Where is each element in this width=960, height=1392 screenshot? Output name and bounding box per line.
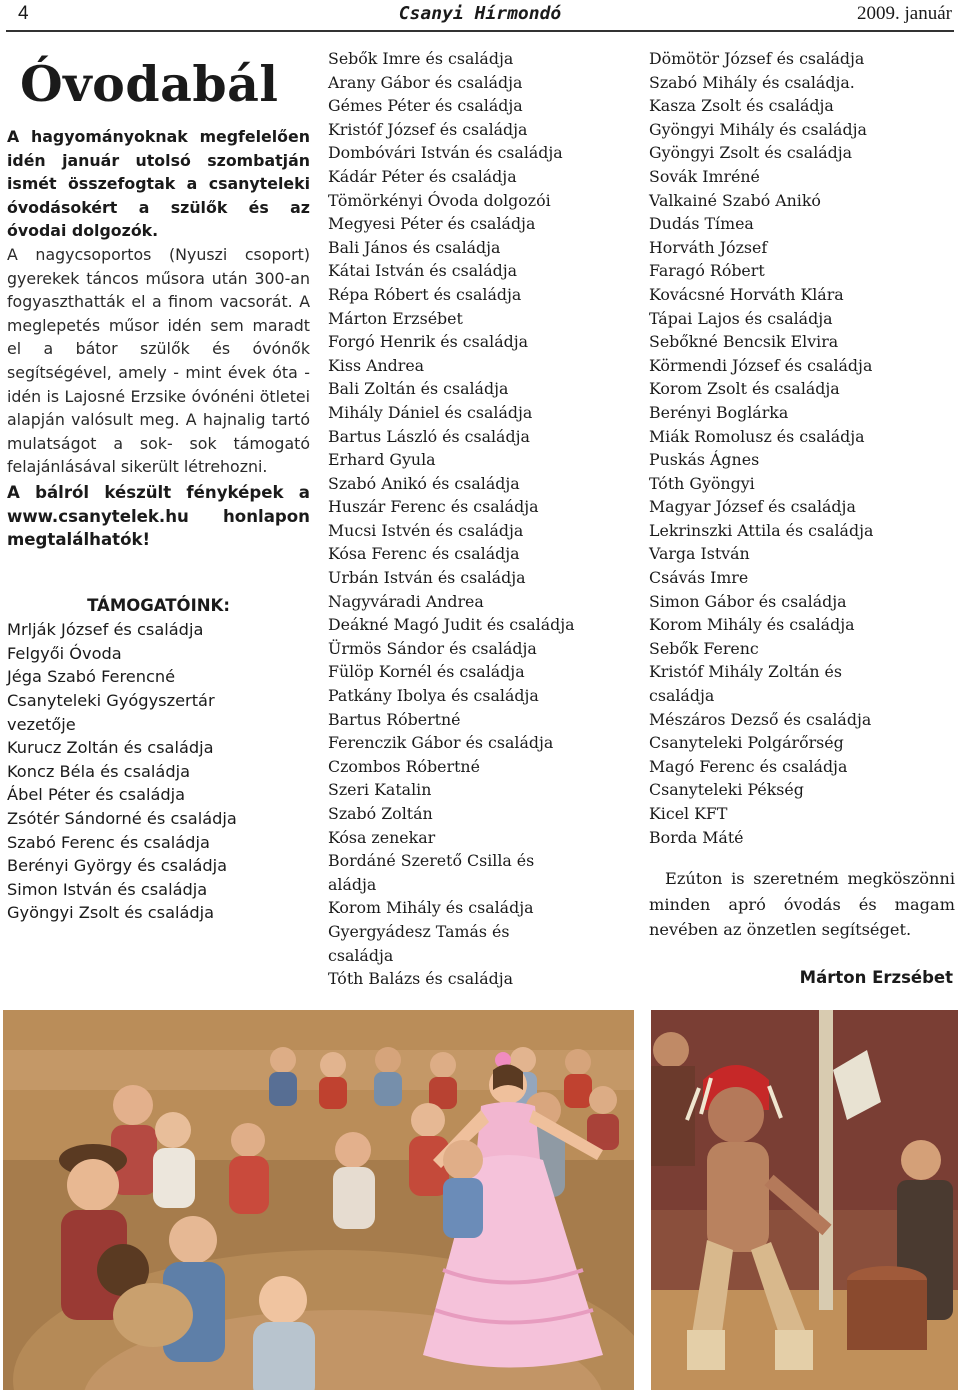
supporter-name: Simon Gábor és családja <box>649 591 847 611</box>
supporter-name: Megyesi Péter és családja <box>328 214 536 234</box>
supporter-name: Felgyői Óvoda <box>7 643 122 663</box>
supporters-list-3 <box>649 47 949 849</box>
supporter-name: Berényi György és családja <box>7 856 228 876</box>
supporter-name: Mrlják József és családja <box>7 620 204 640</box>
supporter-name: Korom Mihály és családja <box>649 615 855 635</box>
supporter-name: Körmendi József és családja <box>649 355 873 375</box>
supporter-name: Kátai István és családja <box>328 261 518 281</box>
article-intro: A hagyományoknak megfelelően idén január utolsó szombatján ismét összefogtak a csanyteleki óvodásokért a szülők és az óvodai dolgozók. <box>7 127 310 241</box>
supporter-name: Simon István és családja <box>7 879 208 899</box>
supporter-name: vezetője <box>7 714 76 734</box>
supporter-name: Kristóf József és családja <box>328 119 528 139</box>
supporter-name: Gyöngyi Mihály és családja <box>649 119 867 139</box>
supporter-name: Kasza Zsolt és családja <box>649 96 834 116</box>
supporter-name: Korom Zsolt és családja <box>649 379 840 399</box>
supporter-name: Miák Romolusz és családja <box>649 426 865 446</box>
supporter-name: Fülöp Kornél és családja <box>328 662 525 682</box>
supporter-name: Kiss Andrea <box>328 355 425 375</box>
supporter-name: Kósa Ferenc és családja <box>328 544 520 564</box>
supporter-name: Deákné Magó Judit és családja <box>328 615 575 635</box>
supporter-name: Gyergyádesz Tamás és <box>328 921 510 941</box>
supporter-name: Tóth Balázs és családja <box>328 969 514 989</box>
supporter-name: Horváth József <box>649 237 768 257</box>
page-header <box>0 0 960 30</box>
supporter-name: Ábel Péter és családja <box>7 785 186 805</box>
supporter-name: Arany Gábor és családja <box>328 72 523 92</box>
supporter-name: Mihály Dániel és családja <box>328 402 533 422</box>
supporter-name: Lekrinszki Attila és családja <box>649 520 874 540</box>
supporter-name: Magó Ferenc és családja <box>649 756 848 776</box>
supporter-name: Kovácsné Horváth Klára <box>649 284 844 304</box>
supporter-name: Tóth Gyöngyi <box>649 473 755 493</box>
supporter-name: Sebőkné Bencsik Elvira <box>649 332 839 352</box>
supporter-name: Puskás Ágnes <box>649 450 760 470</box>
supporter-name: Koncz Béla és családja <box>7 761 191 781</box>
supporter-name: Erhard Gyula <box>328 450 436 470</box>
supporter-name: Huszár Ferenc és családja <box>328 497 539 517</box>
issue-date: 2009. január <box>857 3 952 24</box>
supporter-name: Forgó Henrik és családja <box>328 332 529 352</box>
supporters-title: TÁMOGATÓINK: <box>87 595 230 615</box>
supporter-name: Sebők Ferenc <box>649 638 759 658</box>
supporter-name: Bali János és családja <box>328 237 501 257</box>
supporter-name: Borda Máté <box>649 827 744 847</box>
supporter-name: Varga István <box>649 544 750 564</box>
signature: Márton Erzsébet <box>799 968 953 987</box>
supporter-name: Bartus László és családja <box>328 426 530 446</box>
supporter-name: Bali Zoltán és családja <box>328 379 509 399</box>
article-body: A nagycsoportos (Nyuszi csoport) gyerekek táncos műsora után 300-an fogyaszthatták el a finom vacsorát. A meglepetés műsor idén sem maradt el a bátor szülők és óvónők segítségével, amely - mint évek óta - idén is Lajosné Erzsike óvónéni ötletei alapján valósult meg. A hajnalig tartó mulatságot a sok- sok támogató felajánlásával sikerült létrehozni. <box>7 244 310 477</box>
supporter-name: Mucsi Istvén és családja <box>328 520 524 540</box>
supporter-name: Csávás Imre <box>649 568 749 588</box>
supporter-name: Urbán István és családja <box>328 568 526 588</box>
photo-children-dancing <box>3 1010 634 1390</box>
supporter-name: Valkainé Szabó Anikó <box>649 190 821 210</box>
supporter-name: Kristóf Mihály Zoltán és <box>649 662 843 682</box>
supporter-name: Magyar József és családja <box>649 497 856 517</box>
supporter-name: Gyöngyi Zsolt és családja <box>649 143 853 163</box>
supporter-name: Bordáné Szerető Csilla és <box>328 851 535 871</box>
supporter-name: Gyöngyi Zsolt és családja <box>7 903 215 923</box>
supporter-name: aládja <box>328 874 377 894</box>
supporter-name: Sovák Imréné <box>649 166 760 186</box>
header-rule <box>6 30 954 32</box>
supporter-name: Kicel KFT <box>649 804 728 823</box>
publication-title: Csanyi Hírmondó <box>398 3 562 24</box>
supporter-name: Répa Róbert és családja <box>328 284 522 304</box>
supporter-name: Kurucz Zoltán és családja <box>7 738 214 758</box>
supporter-name: Korom Mihály és családja <box>328 898 534 918</box>
supporter-name: Tömörkényi Óvoda dolgozói <box>328 190 551 210</box>
supporter-name: Dombóvári István és családja <box>328 143 563 163</box>
supporter-name: Ürmös Sándor és családja <box>328 638 537 658</box>
supporter-name: Szabó Ferenc és családja <box>7 832 210 852</box>
article-column <box>7 125 310 925</box>
article-title: Óvodabál <box>20 55 279 113</box>
supporters-list-1 <box>7 618 310 925</box>
supporter-name: Csanyteleki Polgárőrség <box>649 733 844 753</box>
supporter-name: Berényi Boglárka <box>649 402 789 422</box>
supporter-name: Czombos Róbertné <box>328 756 480 776</box>
supporter-name: Patkány Ibolya és családja <box>328 686 539 706</box>
supporter-name: Jéga Szabó Ferencné <box>7 667 176 687</box>
supporters-list-2 <box>328 47 618 991</box>
supporter-name: Kósa zenekar <box>328 827 436 847</box>
supporter-name: Szabó Anikó és családja <box>328 473 520 493</box>
supporter-name: Bartus Róbertné <box>328 709 461 729</box>
supporter-name: Dömötör József és családja <box>649 49 865 68</box>
supporter-name: Szabó Zoltán <box>328 804 433 823</box>
supporter-name: Nagyváradi Andrea <box>328 591 484 611</box>
supporter-name: Csanyteleki Pékség <box>649 780 804 800</box>
supporter-name: Dudás Tímea <box>649 214 754 234</box>
article-closing: A bálról készült fényképek a www.csanytelek.hu honlapon megtalálhatók! <box>7 482 310 550</box>
supporter-name: Csanyteleki Gyógyszertár <box>7 691 215 711</box>
supporter-name: Mészáros Dezső és családja <box>649 709 872 729</box>
supporter-name: Szabó Mihály és családja. <box>649 72 855 92</box>
thanks-note: Ezúton is szeretném megköszönni minden apró óvodás és magam nevében az önzetlen segítséget. <box>649 869 955 940</box>
supporter-name: Ferenczik Gábor és családja <box>328 733 554 753</box>
supporter-name: Gémes Péter és családja <box>328 96 523 116</box>
supporter-name: Márton Erzsébet <box>328 308 463 328</box>
page-number: 4 <box>18 3 29 24</box>
supporter-name: családja <box>328 945 394 965</box>
supporter-name: Zsótér Sándorné és családja <box>7 809 237 829</box>
supporter-name: Sebők Imre és családja <box>328 49 514 68</box>
photo-costumed-performer <box>651 1010 958 1390</box>
supporter-name: családja <box>649 686 715 706</box>
supporter-name: Szeri Katalin <box>328 780 432 800</box>
supporter-name: Kádár Péter és családja <box>328 166 517 186</box>
supporter-name: Faragó Róbert <box>649 261 765 281</box>
supporter-name: Tápai Lajos és családja <box>649 308 833 328</box>
